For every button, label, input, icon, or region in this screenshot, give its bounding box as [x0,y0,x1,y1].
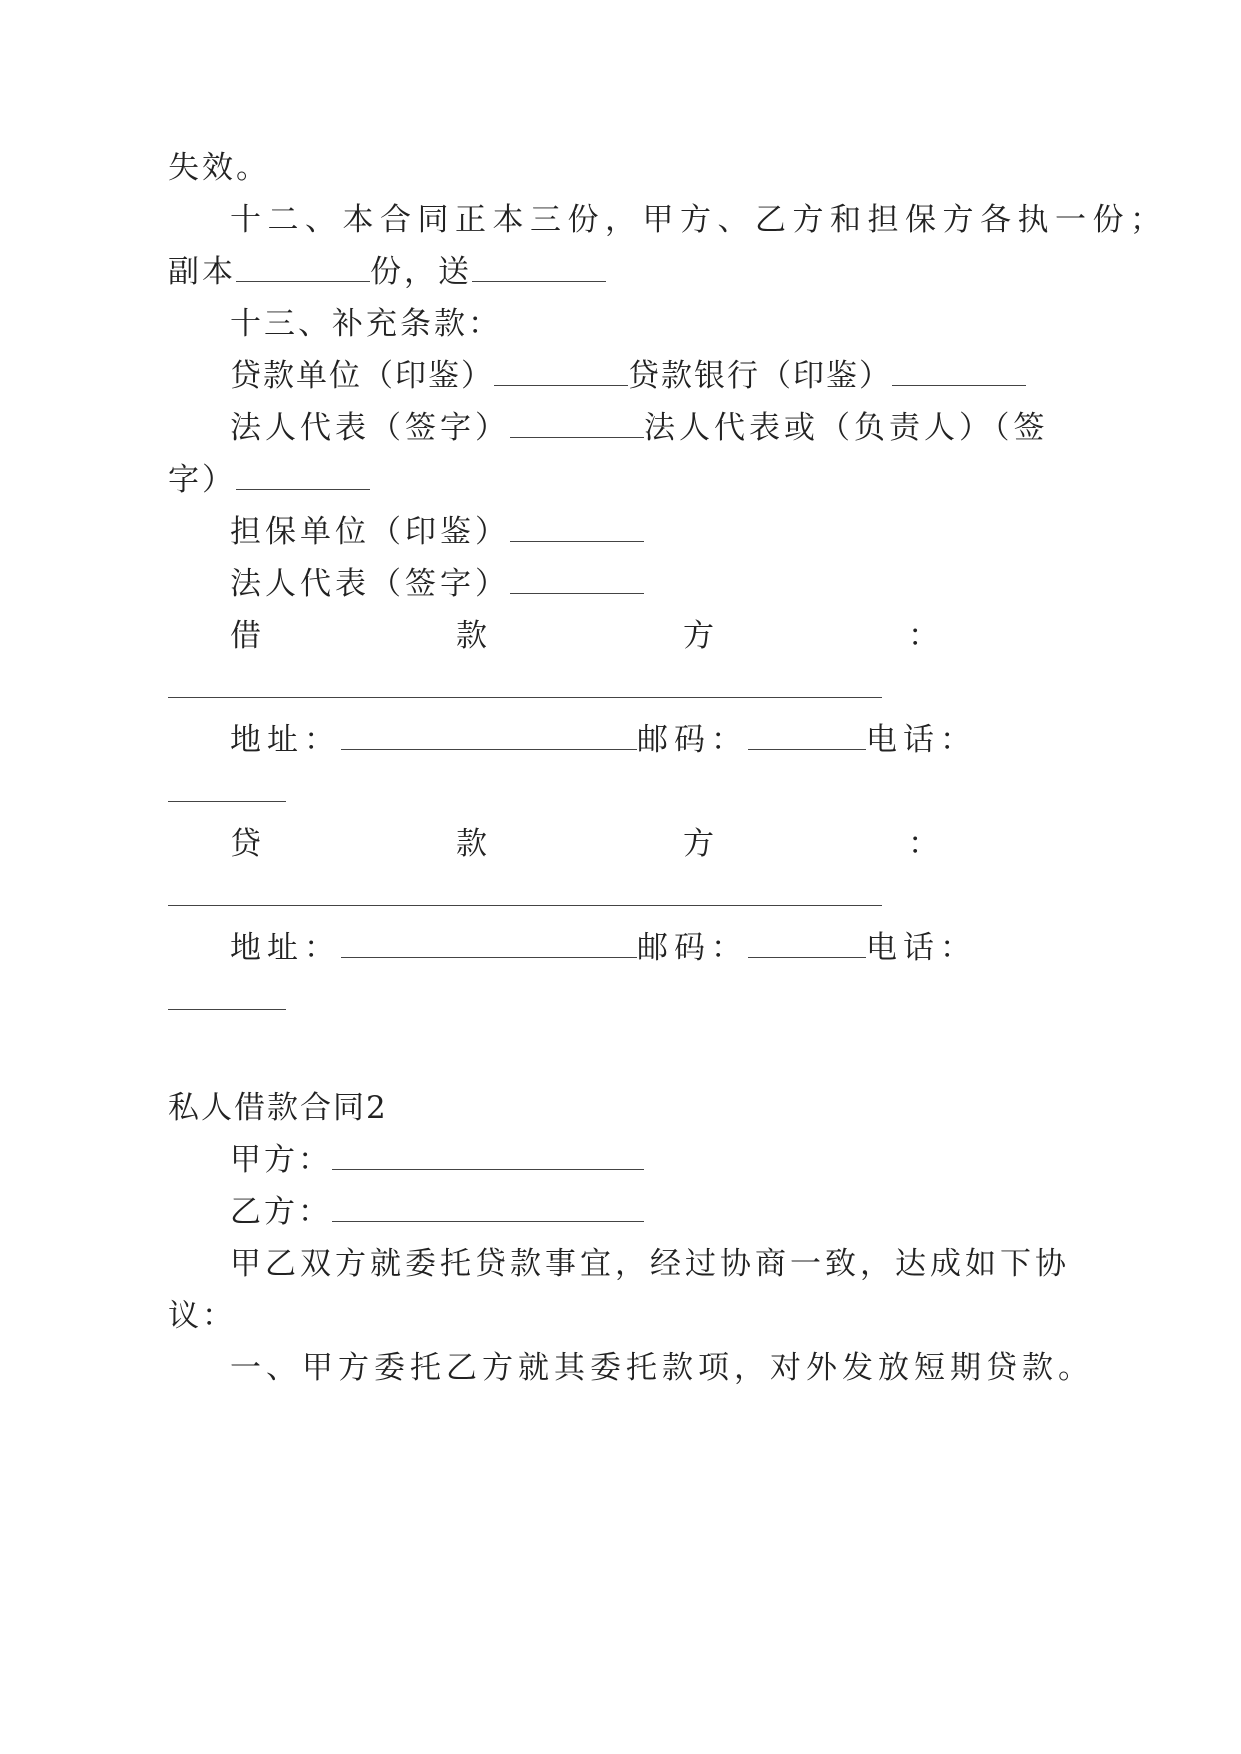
text: 邮码： [637,930,748,966]
text-line [230,356,1026,396]
fill-blank [472,253,606,282]
text: 乙方： [230,1194,332,1230]
text: 担保单位（印鉴） [230,514,510,550]
text: 副本 [168,254,236,290]
text: 十二、本合同正本三份，甲方、乙方和担保方各执一份； [230,202,1168,238]
fill-blank [748,721,866,750]
text-line [230,408,1049,448]
text: 议： [168,1298,236,1334]
text: 法人代表（签字） [230,566,510,602]
text: 份，送 [370,254,472,290]
borrower-char: 款 [456,618,487,654]
fill-blank [494,357,628,386]
fill-blank [168,697,882,698]
fill-blank [332,1193,644,1222]
text-line [230,564,644,604]
borrower-char: 借 [230,618,261,654]
fill-blank [748,929,866,958]
text-line [168,252,606,292]
lender-char: 贷 [230,826,261,862]
fill-blank [332,1141,644,1170]
party-b-line [230,1192,644,1232]
fill-blank [236,461,370,490]
borrower-char: 方 [683,618,714,654]
text: 法人代表（签字） [230,410,510,446]
text-line [230,928,977,968]
text: 失效。 [168,150,270,186]
party-a-line [230,1140,644,1180]
text-line [230,720,977,760]
fill-blank [510,565,644,594]
fill-blank [168,905,882,906]
text: 一、甲方委托乙方就其委托款项，对外发放短期贷款。 [230,1350,1094,1386]
lender-char: ： [908,826,939,862]
fill-blank [510,409,644,438]
text: 地址： [230,930,341,966]
text: 电话： [866,930,977,966]
clause-12 [230,200,1168,240]
text: 电话： [866,722,977,758]
text: 字） [168,462,236,498]
text: 十三、补充条款： [230,306,502,342]
fill-blank [510,513,644,542]
fill-blank [236,253,370,282]
borrower-char: ： [908,618,939,654]
text-line [168,1296,236,1336]
text-line [230,1348,1094,1388]
text: 邮码： [637,722,748,758]
text-line [168,460,370,500]
text-line [230,512,644,552]
fill-blank [168,801,286,802]
section-title [168,1088,388,1128]
fill-blank [341,721,637,750]
text-line [168,148,270,188]
text: 甲方： [230,1142,332,1178]
text: 私人借款合同2 [168,1090,388,1126]
text: 法人代表或（负责人）（签 [644,410,1049,446]
text: 贷款银行（印鉴） [628,358,892,394]
fill-blank [168,1009,286,1010]
text: 贷款单位（印鉴） [230,358,494,394]
lender-char: 方 [683,826,714,862]
clause-13 [230,304,502,344]
fill-blank [892,357,1026,386]
fill-blank [341,929,637,958]
text: 地址： [230,722,341,758]
text-line [230,1244,1070,1284]
text: 甲乙双方就委托贷款事宜，经过协商一致，达成如下协 [230,1246,1070,1282]
lender-char: 款 [456,826,487,862]
